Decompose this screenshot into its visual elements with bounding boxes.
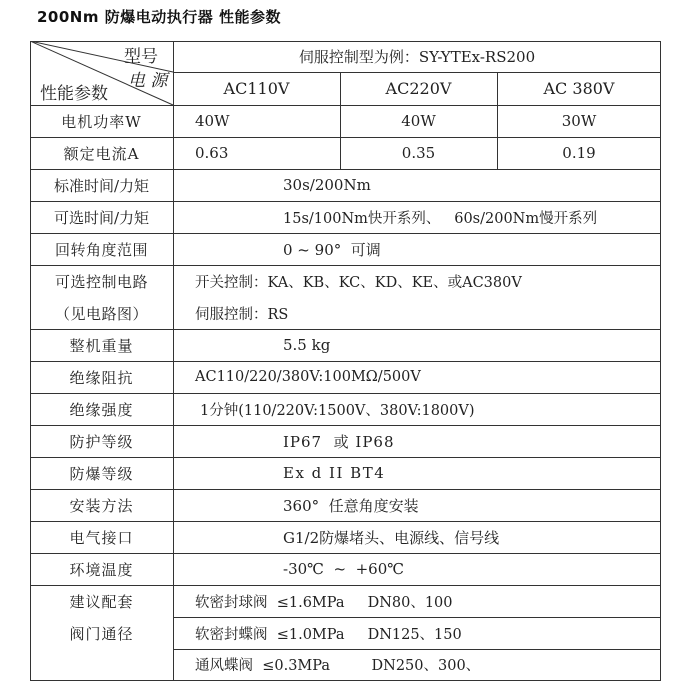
label-ambient-temperature: 环境温度 bbox=[69, 560, 134, 579]
label-electrical-interface: 电气接口 bbox=[69, 528, 134, 547]
label-standard-time: 标准时间/力矩 bbox=[53, 176, 150, 195]
power-ac220: 40W bbox=[401, 112, 436, 130]
voltage-ac380: AC 380V bbox=[543, 79, 615, 98]
standard-time-value: 30s/200Nm bbox=[283, 176, 371, 194]
current-ac220: 0.35 bbox=[401, 144, 436, 162]
explosion-class-value: Ex d II BT4 bbox=[283, 464, 386, 482]
power-ac380: 30W bbox=[561, 112, 597, 130]
switch-control-value: 开关控制：KA、KB、KC、KD、KE、或AC380V bbox=[195, 274, 522, 291]
installation-value: 360° 任意角度安装 bbox=[283, 496, 419, 515]
voltage-ac110: AC110V bbox=[223, 79, 290, 98]
weight-value: 5.5 kg bbox=[283, 336, 331, 354]
label-motor-power: 电机功率W bbox=[61, 112, 142, 131]
ambient-temperature-value: -30℃ ~ +60℃ bbox=[283, 560, 405, 578]
label-recommended-valves: 建议配套 bbox=[69, 592, 134, 611]
insulation-strength-value: 1分钟(110/220V:1500V、380V:1800V) bbox=[200, 402, 475, 419]
corner-label-model: 型号 bbox=[124, 46, 158, 67]
valve-ventilation-butterfly: 通风蝶阀 ≤0.3MPa DN250、300、 bbox=[195, 658, 481, 674]
label-insulation-resistance: 绝缘阻抗 bbox=[69, 368, 134, 387]
table-border-bottom bbox=[30, 680, 661, 681]
label-weight: 整机重量 bbox=[69, 336, 134, 355]
label-protection-class: 防护等级 bbox=[69, 432, 134, 451]
current-ac380: 0.19 bbox=[562, 144, 596, 162]
label-optional-time: 可选时间/力矩 bbox=[53, 208, 150, 227]
current-ac110: 0.63 bbox=[195, 144, 229, 162]
label-rated-current: 额定电流A bbox=[63, 144, 140, 163]
valve-soft-seal-ball: 软密封球阀 ≤1.6MPa DN80、100 bbox=[195, 594, 453, 611]
label-valve-diameter: 阀门通径 bbox=[69, 624, 134, 643]
corner-label-params: 性能参数 bbox=[40, 83, 108, 104]
electrical-interface-value: G1/2防爆堵头、电源线、信号线 bbox=[283, 528, 500, 547]
servo-control-value: 伺服控制：RS bbox=[195, 306, 289, 323]
valve-soft-seal-butterfly: 软密封蝶阀 ≤1.0MPa DN125、150 bbox=[195, 626, 462, 643]
model-example: 伺服控制型为例：SY-YTEx-RS200 bbox=[298, 48, 536, 66]
protection-class-value: IP67 或 IP68 bbox=[283, 432, 395, 451]
corner-label-power: 电 源 bbox=[128, 70, 168, 91]
page-title: 200Nm 防爆电动执行器 性能参数 bbox=[37, 8, 281, 26]
label-control-circuit: 可选控制电路 bbox=[54, 272, 148, 291]
label-column-divider bbox=[173, 41, 174, 681]
label-insulation-strength: 绝缘强度 bbox=[69, 400, 134, 419]
optional-time-value: 15s/100Nm快开系列、 60s/200Nm慢开系列 bbox=[283, 210, 598, 227]
label-installation: 安装方法 bbox=[69, 496, 134, 515]
voltage-ac220: AC220V bbox=[385, 79, 452, 98]
insulation-resistance-value: AC110/220/380V:100MΩ/500V bbox=[195, 369, 421, 385]
label-rotation-range: 回转角度范围 bbox=[54, 240, 148, 259]
rotation-range-value: 0 ~ 90° 可调 bbox=[283, 240, 381, 259]
label-see-circuit-diagram: （见电路图） bbox=[54, 304, 148, 323]
label-explosion-class: 防爆等级 bbox=[69, 464, 134, 483]
power-ac110: 40W bbox=[195, 112, 230, 130]
spec-table bbox=[30, 41, 661, 681]
